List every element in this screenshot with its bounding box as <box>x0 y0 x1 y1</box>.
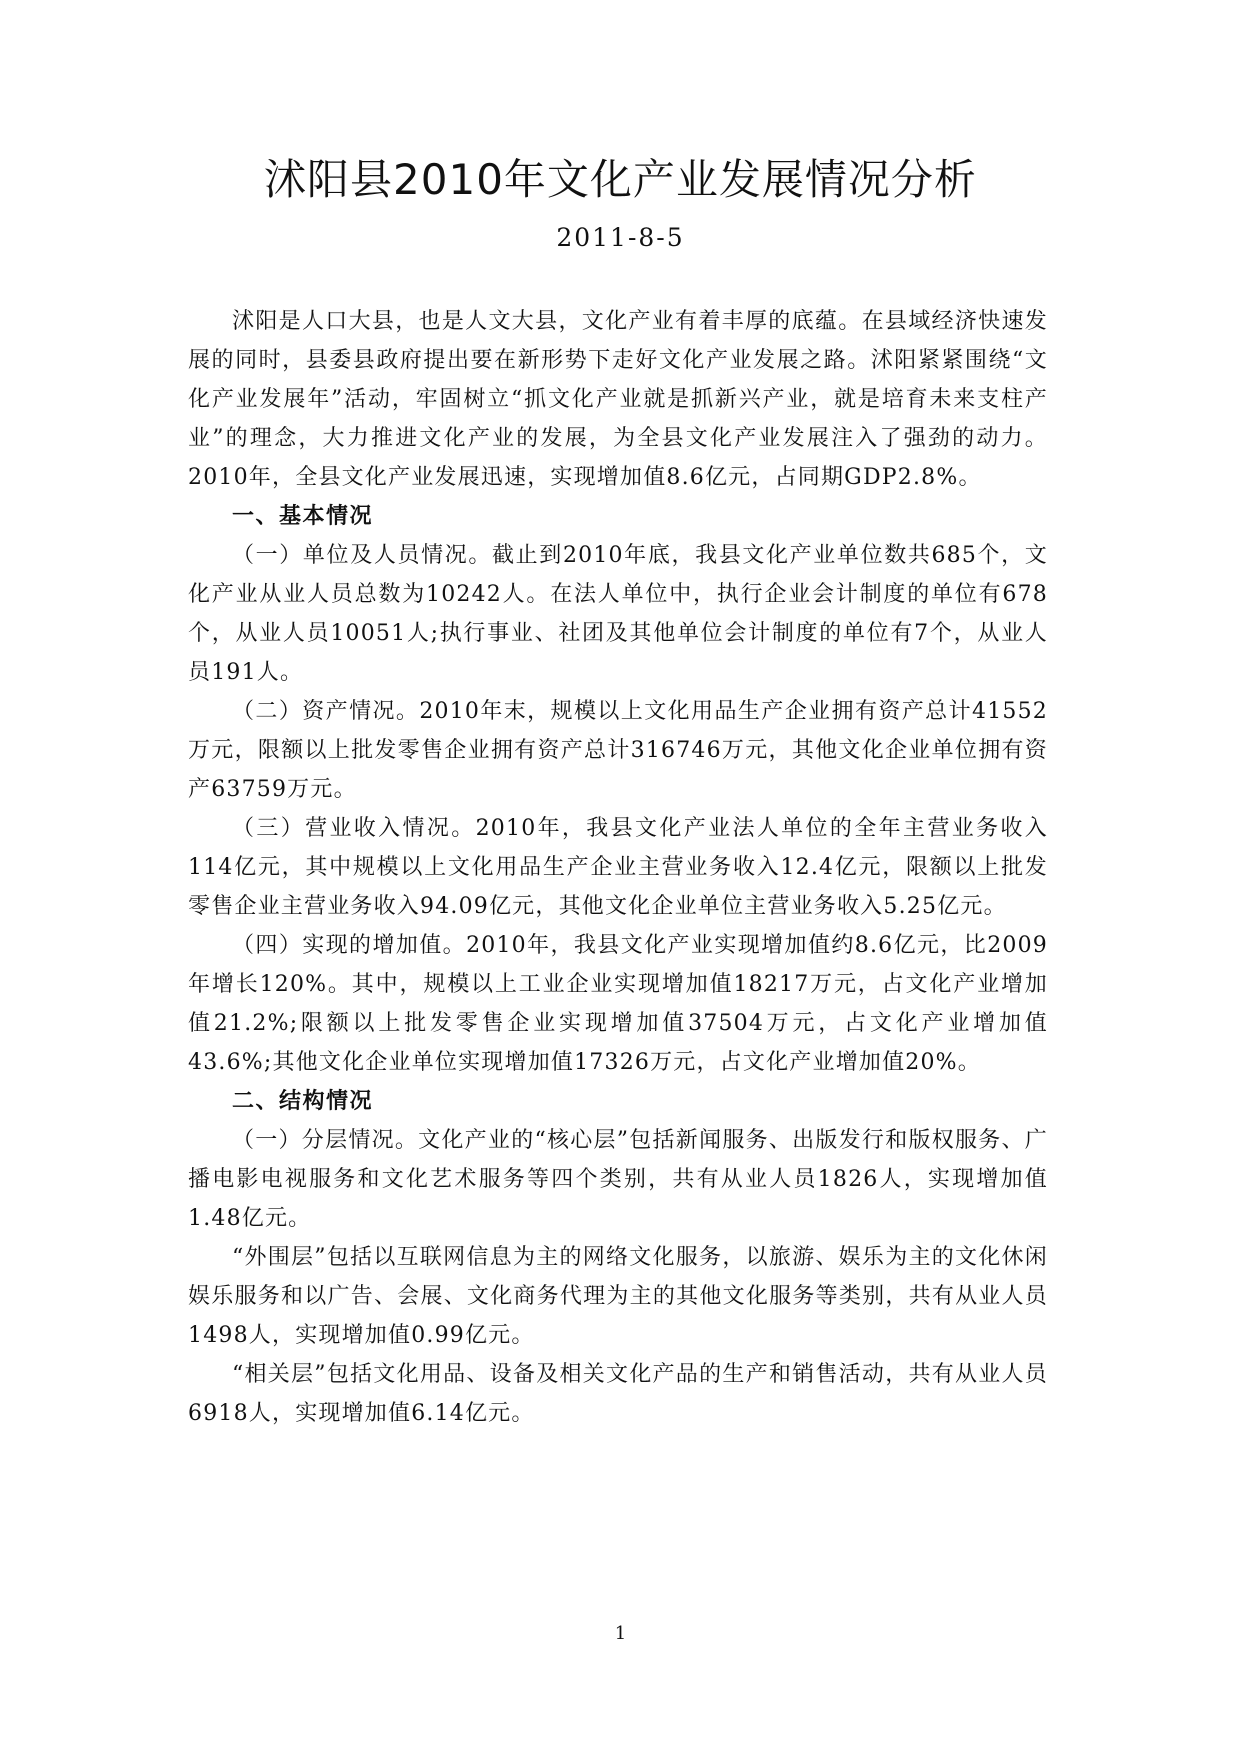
section-heading-structure: 二、结构情况 <box>232 1089 374 1114</box>
paragraph-revenue: （三）营业收入情况。2010年，我县文化产业法人单位的全年主营业务收入114亿元，其中规模以上文化用品生产企业主营业务收入12.4亿元，限额以上批发零售企业主营业务收入94.09亿元，其他文化企业单位主营业务收入5.25亿元。 <box>188 816 1048 919</box>
document-body <box>188 302 1048 1433</box>
paragraph-outer-layer: “外围层”包括以互联网信息为主的网络文化服务，以旅游、娱乐为主的文化休闲娱乐服务和以广告、会展、文化商务代理为主的其他文化服务等类别，共有从业人员1498人，实现增加值0.99亿元。 <box>188 1245 1048 1348</box>
document-date: 2011-8-5 <box>556 223 685 252</box>
section-heading-basic: 一、基本情况 <box>232 504 374 529</box>
paragraph-units-staff: （一）单位及人员情况。截止到2010年底，我县文化产业单位数共685个，文化产业从业人员总数为10242人。在法人单位中，执行企业会计制度的单位有678个，从业人员10051人;执行事业、社团及其他单位会计制度的单位有7个，从业人员191人。 <box>188 543 1048 685</box>
paragraph-core-layer: （一）分层情况。文化产业的“核心层”包括新闻服务、出版发行和版权服务、广播电影电视服务和文化艺术服务等四个类别，共有从业人员1826人，实现增加值1.48亿元。 <box>188 1128 1048 1231</box>
intro-paragraph: 沭阳是人口大县，也是人文大县，文化产业有着丰厚的底蕴。在县域经济快速发展的同时，县委县政府提出要在新形势下走好文化产业发展之路。沭阳紧紧围绕“文化产业发展年”活动，牢固树立“抓文化产业就是抓新兴产业，就是培育未来支柱产业”的理念，大力推进文化产业的发展，为全县文化产业发展注入了强劲的动力。2010年，全县文化产业发展迅速，实现增加值8.6亿元，占同期GDP2.8%。 <box>188 309 1048 490</box>
paragraph-assets: （二）资产情况。2010年末，规模以上文化用品生产企业拥有资产总计41552万元，限额以上批发零售企业拥有资产总计316746万元，其他文化企业单位拥有资产63759万元。 <box>188 699 1048 802</box>
page-number: 1 <box>614 1623 627 1644</box>
paragraph-value-added: （四）实现的增加值。2010年，我县文化产业实现增加值约8.6亿元，比2009年增长120%。其中，规模以上工业企业实现增加值18217万元，占文化产业增加值21.2%;限额以上批发零售企业实现增加值37504万元，占文化产业增加值43.6%;其他文化企业单位实现增加值17326万元，占文化产业增加值20%。 <box>188 933 1048 1075</box>
document-title: 沭阳县2010年文化产业发展情况分析 <box>264 155 977 204</box>
paragraph-related-layer: “相关层”包括文化用品、设备及相关文化产品的生产和销售活动，共有从业人员6918人，实现增加值6.14亿元。 <box>188 1362 1048 1426</box>
